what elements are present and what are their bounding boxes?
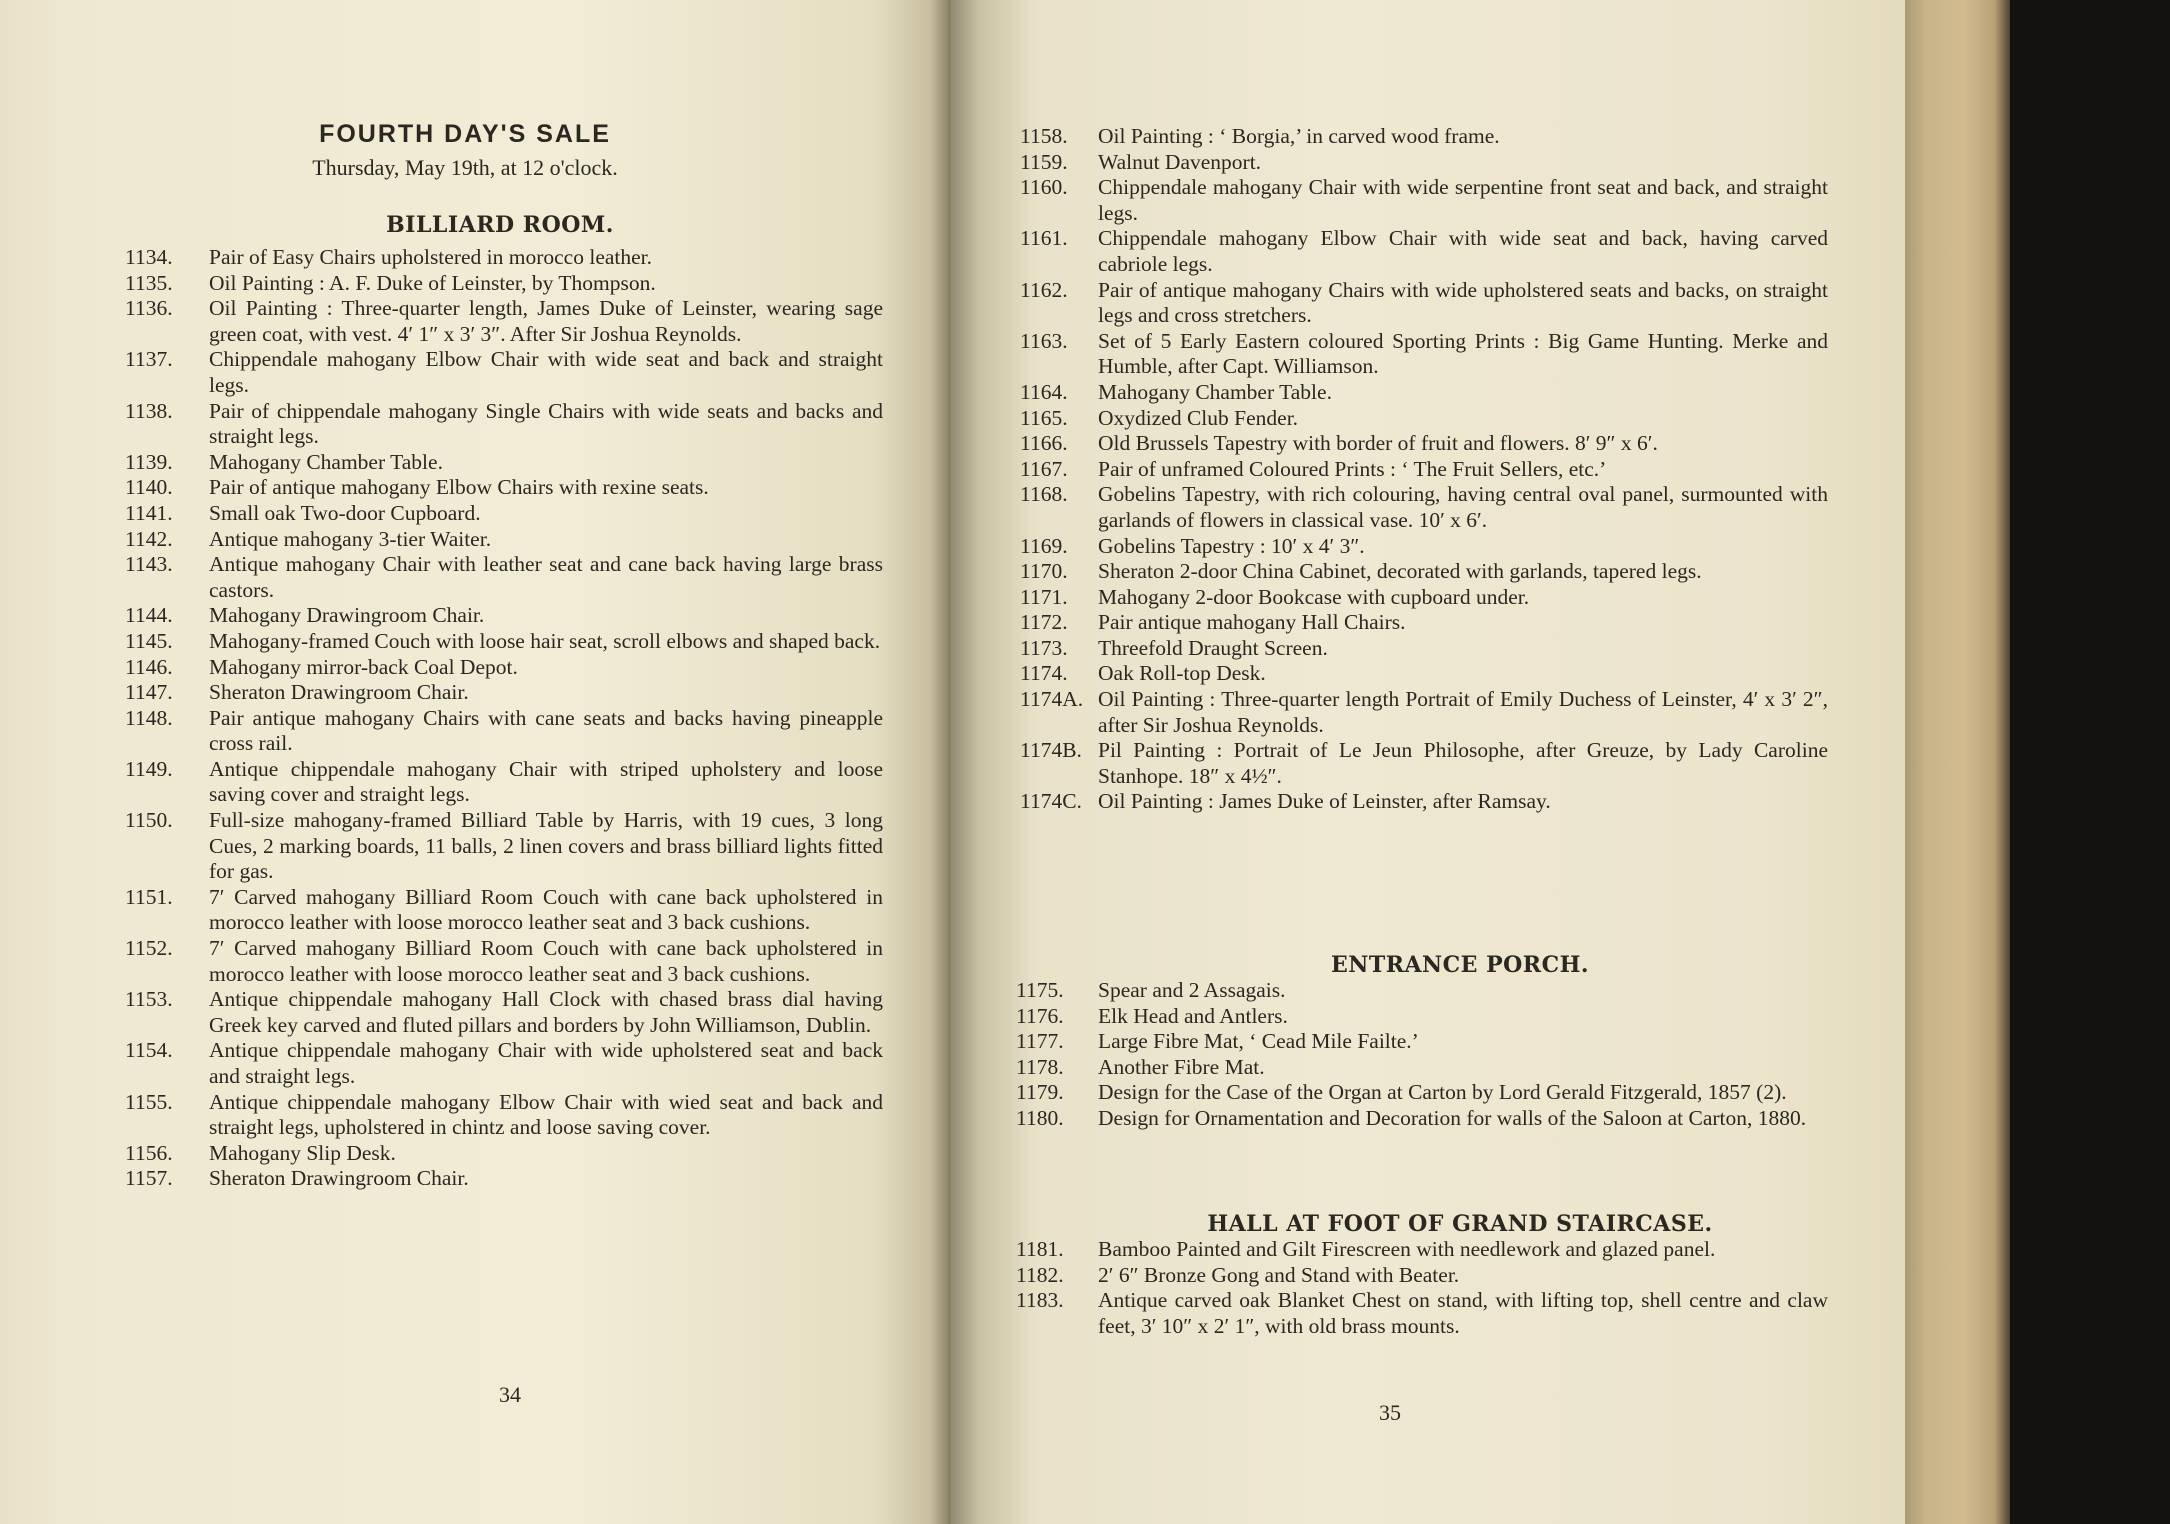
lot-entry bbox=[1020, 534, 1828, 560]
lot-description: Oxydized Club Fender. bbox=[1098, 405, 1299, 430]
lot-description: Oak Roll-top Desk. bbox=[1098, 661, 1266, 686]
lot-entry bbox=[1020, 278, 1828, 329]
lot-entry bbox=[125, 1166, 883, 1192]
lot-number: 1175. bbox=[1016, 978, 1064, 1002]
lot-description: Sheraton Drawingroom Chair. bbox=[209, 1166, 469, 1191]
lot-number: 1174. bbox=[1020, 661, 1068, 686]
lot-list-continued bbox=[1020, 124, 1828, 815]
lot-entry bbox=[125, 475, 883, 501]
lot-entry bbox=[1016, 1055, 1828, 1081]
lot-entry bbox=[1020, 687, 1828, 738]
lot-number: 1136. bbox=[125, 296, 173, 321]
sale-date: Thursday, May 19th, at 12 o'clock. bbox=[312, 155, 618, 180]
section-title-billiard-room: BILLIARD ROOM. bbox=[386, 212, 614, 238]
lot-description: 7′ Carved mahogany Billiard Room Couch with cane back upholstered in morocco leather with loose morocco leather seat and 3 back cushions. bbox=[209, 884, 883, 935]
lot-description: Mahogany Slip Desk. bbox=[209, 1140, 396, 1165]
lot-entry bbox=[1016, 1080, 1828, 1106]
lot-entry bbox=[125, 1090, 883, 1141]
lot-entry bbox=[125, 450, 883, 476]
lot-number: 1138. bbox=[125, 398, 173, 423]
lot-number: 1174A. bbox=[1020, 687, 1084, 712]
lot-description: Sheraton Drawingroom Chair. bbox=[209, 680, 469, 705]
lot-description: Chippendale mahogany Chair with wide serpentine front seat and back, and straight legs. bbox=[1098, 175, 1828, 225]
lot-list-entrance-porch bbox=[1016, 978, 1828, 1132]
lot-number: 1158. bbox=[1020, 124, 1068, 148]
lot-entry bbox=[125, 347, 883, 398]
lot-entry bbox=[1016, 1288, 1828, 1339]
lot-description: Set of 5 Early Eastern coloured Sporting Prints : Big Game Hunting. Merke and Humble, after Capt. Williamson. bbox=[1098, 328, 1828, 379]
lot-entry bbox=[1016, 1106, 1828, 1132]
lot-entry bbox=[1020, 150, 1828, 176]
lot-description: Design for Ornamentation and Decoration for walls of the Saloon at Carton, 1880. bbox=[1098, 1105, 1807, 1130]
lot-number: 1169. bbox=[1020, 533, 1068, 558]
lot-list-billiard-room bbox=[125, 245, 883, 1192]
lot-number: 1146. bbox=[125, 654, 173, 679]
lot-number: 1157. bbox=[125, 1166, 173, 1191]
entrance-porch-section bbox=[1100, 952, 1820, 978]
lot-entry bbox=[1020, 738, 1828, 789]
lot-number: 1174C. bbox=[1020, 789, 1082, 814]
page-number-left: 34 bbox=[499, 1382, 521, 1407]
lot-number: 1182. bbox=[1016, 1262, 1064, 1287]
lot-entry bbox=[1020, 406, 1828, 432]
lot-entry bbox=[1020, 482, 1828, 533]
lot-description: Pair of antique mahogany Chairs with wide upholstered seats and backs, on straight legs and cross stretchers. bbox=[1098, 277, 1828, 328]
lot-entry bbox=[125, 527, 883, 553]
lot-description: Oil Painting : ‘ Borgia,’ in carved wood frame. bbox=[1098, 124, 1500, 148]
lot-description: Antique chippendale mahogany Hall Clock with chased brass dial having Greek key carved and fluted pillars and borders by John Williamson, Dublin. bbox=[209, 987, 883, 1037]
lot-entry bbox=[1020, 329, 1828, 380]
lot-entry bbox=[125, 296, 883, 347]
lot-description: Oil Painting : James Duke of Leinster, after Ramsay. bbox=[1098, 789, 1551, 814]
lot-entry bbox=[125, 552, 883, 603]
lot-description: Antique chippendale mahogany Elbow Chair with wied seat and back and straight legs, upholstered in chintz and loose saving cover. bbox=[209, 1089, 883, 1140]
lot-description: Antique chippendale mahogany Chair with striped upholstery and loose saving cover and straight legs. bbox=[209, 756, 883, 807]
lot-description: Antique mahogany Chair with leather seat and cane back having large brass castors. bbox=[209, 552, 883, 602]
lot-number: 1181. bbox=[1016, 1237, 1064, 1261]
lot-entry bbox=[1020, 457, 1828, 483]
lot-entry bbox=[125, 603, 883, 629]
lot-entry bbox=[1020, 380, 1828, 406]
lot-entry bbox=[125, 501, 883, 527]
lot-number: 1140. bbox=[125, 475, 173, 500]
lot-entry bbox=[125, 1141, 883, 1167]
lot-number: 1163. bbox=[1020, 328, 1068, 353]
lot-entry bbox=[1016, 978, 1828, 1004]
lot-entry bbox=[1020, 585, 1828, 611]
sale-header bbox=[220, 120, 710, 181]
lot-number: 1150. bbox=[125, 808, 173, 833]
lot-number: 1149. bbox=[125, 756, 173, 781]
lot-description: Gobelins Tapestry : 10′ x 4′ 3″. bbox=[1098, 533, 1365, 558]
lot-description: Chippendale mahogany Elbow Chair with wide seat and back, having carved cabriole legs. bbox=[1098, 226, 1828, 276]
lot-number: 1179. bbox=[1016, 1080, 1064, 1105]
page-number-right: 35 bbox=[1379, 1400, 1401, 1425]
lot-entry bbox=[125, 706, 883, 757]
lot-description: Antique mahogany 3-tier Waiter. bbox=[209, 526, 492, 551]
lot-entry bbox=[125, 629, 883, 655]
lot-entry bbox=[1020, 661, 1828, 687]
lot-entry bbox=[125, 1038, 883, 1089]
lot-entry bbox=[1016, 1263, 1828, 1289]
lot-entry bbox=[1020, 636, 1828, 662]
lot-entry bbox=[125, 245, 883, 271]
lot-number: 1145. bbox=[125, 628, 173, 653]
hall-staircase-section bbox=[1100, 1211, 1820, 1237]
right-page bbox=[950, 0, 1910, 1524]
lot-number: 1134. bbox=[125, 245, 173, 269]
lot-number: 1165. bbox=[1020, 405, 1068, 430]
lot-number: 1156. bbox=[125, 1140, 173, 1165]
lot-description: Pair of antique mahogany Elbow Chairs with rexine seats. bbox=[209, 475, 709, 500]
lot-entry bbox=[125, 655, 883, 681]
lot-entry bbox=[125, 987, 883, 1038]
lot-entry bbox=[125, 399, 883, 450]
lot-list-hall-staircase bbox=[1016, 1237, 1828, 1339]
lot-number: 1141. bbox=[125, 500, 173, 525]
lot-number: 1161. bbox=[1020, 226, 1068, 251]
book-page-edges bbox=[1905, 0, 2010, 1524]
lot-number: 1147. bbox=[125, 680, 173, 705]
lot-number: 1176. bbox=[1016, 1003, 1064, 1028]
lot-description: Old Brussels Tapestry with border of fruit and flowers. 8′ 9″ x 6′. bbox=[1098, 431, 1658, 456]
lot-number: 1171. bbox=[1020, 584, 1068, 609]
lot-description: Walnut Davenport. bbox=[1098, 149, 1262, 174]
lot-description: Pil Painting : Portrait of Le Jeun Philosophe, after Greuze, by Lady Caroline Stanhope. 18″ x 4½″. bbox=[1098, 738, 1828, 788]
lot-number: 1170. bbox=[1020, 559, 1068, 584]
lot-entry bbox=[125, 808, 883, 885]
lot-description: Oil Painting : Three-quarter length Portrait of Emily Duchess of Leinster, 4′ x 3′ 2″, after Sir Joshua Reynolds. bbox=[1098, 687, 1828, 737]
lot-description: Large Fibre Mat, ‘ Cead Mile Failte.’ bbox=[1098, 1029, 1419, 1054]
lot-description: Pair antique mahogany Chairs with cane seats and backs having pineapple cross rail. bbox=[209, 705, 883, 756]
lot-description: Pair of unframed Coloured Prints : ‘ The Fruit Sellers, etc.’ bbox=[1098, 456, 1607, 481]
lot-description: Threefold Draught Screen. bbox=[1098, 635, 1328, 660]
lot-description: Chippendale mahogany Elbow Chair with wide seat and back and straight legs. bbox=[209, 347, 883, 397]
lot-description: Gobelins Tapestry, with rich colouring, having central oval panel, surmounted with garlands of flowers in classical vase. 10′ x 6′. bbox=[1098, 482, 1828, 532]
lot-description: Mahogany Chamber Table. bbox=[1098, 379, 1332, 404]
lot-description: Oil Painting : Three-quarter length, James Duke of Leinster, wearing sage green coat, with vest. 4′ 1″ x 3′ 3″. After Sir Joshua Reynolds. bbox=[209, 296, 883, 346]
lot-entry bbox=[125, 271, 883, 297]
lot-number: 1154. bbox=[125, 1038, 173, 1063]
lot-description: Pair of chippendale mahogany Single Chairs with wide seats and backs and straight legs. bbox=[209, 398, 883, 449]
lot-number: 1162. bbox=[1020, 277, 1068, 302]
lot-entry bbox=[1020, 175, 1828, 226]
lot-number: 1151. bbox=[125, 884, 173, 909]
lot-entry bbox=[1016, 1237, 1828, 1263]
lot-entry bbox=[1020, 226, 1828, 277]
lot-number: 1180. bbox=[1016, 1105, 1064, 1130]
lot-entry bbox=[125, 680, 883, 706]
lot-description: Mahogany mirror-back Coal Depot. bbox=[209, 654, 518, 679]
lot-number: 1155. bbox=[125, 1089, 173, 1114]
lot-entry bbox=[1016, 1029, 1828, 1055]
lot-number: 1137. bbox=[125, 347, 173, 372]
lot-description: 7′ Carved mahogany Billiard Room Couch with cane back upholstered in morocco leather with loose morocco leather seat and 3 back cushions. bbox=[209, 936, 883, 986]
lot-number: 1173. bbox=[1020, 635, 1068, 660]
lot-number: 1166. bbox=[1020, 431, 1068, 456]
lot-entry bbox=[1020, 431, 1828, 457]
lot-description: Spear and 2 Assagais. bbox=[1098, 978, 1286, 1002]
billiard-room-section bbox=[250, 212, 750, 238]
lot-description: Small oak Two-door Cupboard. bbox=[209, 500, 481, 525]
lot-entry bbox=[1016, 1004, 1828, 1030]
lot-number: 1164. bbox=[1020, 379, 1068, 404]
lot-entry bbox=[125, 936, 883, 987]
lot-description: Pair antique mahogany Hall Chairs. bbox=[1098, 610, 1406, 635]
lot-number: 1183. bbox=[1016, 1288, 1064, 1313]
lot-number: 1178. bbox=[1016, 1054, 1064, 1079]
lot-description: Antique chippendale mahogany Chair with wide upholstered seat and back and straight legs. bbox=[209, 1038, 883, 1088]
lot-number: 1139. bbox=[125, 449, 173, 474]
lot-number: 1144. bbox=[125, 603, 173, 628]
lot-number: 1172. bbox=[1020, 610, 1068, 635]
section-title-entrance-porch: ENTRANCE PORCH. bbox=[1330, 952, 1590, 978]
lot-number: 1168. bbox=[1020, 482, 1068, 507]
lot-description: Full-size mahogany-framed Billiard Table by Harris, with 19 cues, 3 long Cues, 2 marking boards, 11 balls, 2 linen covers and brass billiard lights fitted for gas. bbox=[209, 808, 883, 884]
lot-entry bbox=[1020, 610, 1828, 636]
lot-number: 1177. bbox=[1016, 1029, 1064, 1054]
lot-description: Mahogany Chamber Table. bbox=[209, 449, 443, 474]
lot-description: Mahogany 2-door Bookcase with cupboard under. bbox=[1098, 584, 1530, 609]
lot-description: Mahogany Drawingroom Chair. bbox=[209, 603, 485, 628]
lot-description: Antique carved oak Blanket Chest on stand, with lifting top, shell centre and claw feet, 3′ 10″ x 2′ 1″, with old brass mounts. bbox=[1098, 1288, 1828, 1338]
lot-description: Sheraton 2-door China Cabinet, decorated with garlands, tapered legs. bbox=[1098, 559, 1702, 584]
lot-entry bbox=[1020, 789, 1828, 815]
lot-entry bbox=[1020, 124, 1828, 150]
lot-number: 1148. bbox=[125, 705, 173, 730]
lot-number: 1142. bbox=[125, 526, 173, 551]
lot-number: 1153. bbox=[125, 987, 173, 1012]
background-margin bbox=[2010, 0, 2170, 1524]
left-page bbox=[0, 0, 950, 1524]
section-title-hall-staircase: HALL AT FOOT OF GRAND STAIRCASE. bbox=[1207, 1211, 1713, 1237]
lot-number: 1167. bbox=[1020, 456, 1068, 481]
lot-description: Bamboo Painted and Gilt Firescreen with needlework and glazed panel. bbox=[1098, 1237, 1716, 1261]
lot-description: Pair of Easy Chairs upholstered in morocco leather. bbox=[209, 245, 653, 269]
lot-number: 1174B. bbox=[1020, 738, 1082, 763]
lot-entry bbox=[125, 885, 883, 936]
lot-description: 2′ 6″ Bronze Gong and Stand with Beater. bbox=[1098, 1262, 1460, 1287]
lot-number: 1143. bbox=[125, 552, 173, 577]
lot-entry bbox=[1020, 559, 1828, 585]
lot-number: 1159. bbox=[1020, 149, 1068, 174]
lot-description: Another Fibre Mat. bbox=[1098, 1054, 1265, 1079]
sale-heading: FOURTH DAY'S SALE bbox=[319, 120, 611, 148]
lot-description: Elk Head and Antlers. bbox=[1098, 1003, 1288, 1028]
lot-description: Design for the Case of the Organ at Carton by Lord Gerald Fitzgerald, 1857 (2). bbox=[1098, 1080, 1787, 1105]
lot-number: 1152. bbox=[125, 936, 173, 961]
lot-description: Mahogany-framed Couch with loose hair seat, scroll elbows and shaped back. bbox=[209, 628, 881, 653]
lot-description: Oil Painting : A. F. Duke of Leinster, by Thompson. bbox=[209, 270, 656, 295]
lot-number: 1160. bbox=[1020, 175, 1068, 200]
lot-number: 1135. bbox=[125, 270, 173, 295]
lot-entry bbox=[125, 757, 883, 808]
